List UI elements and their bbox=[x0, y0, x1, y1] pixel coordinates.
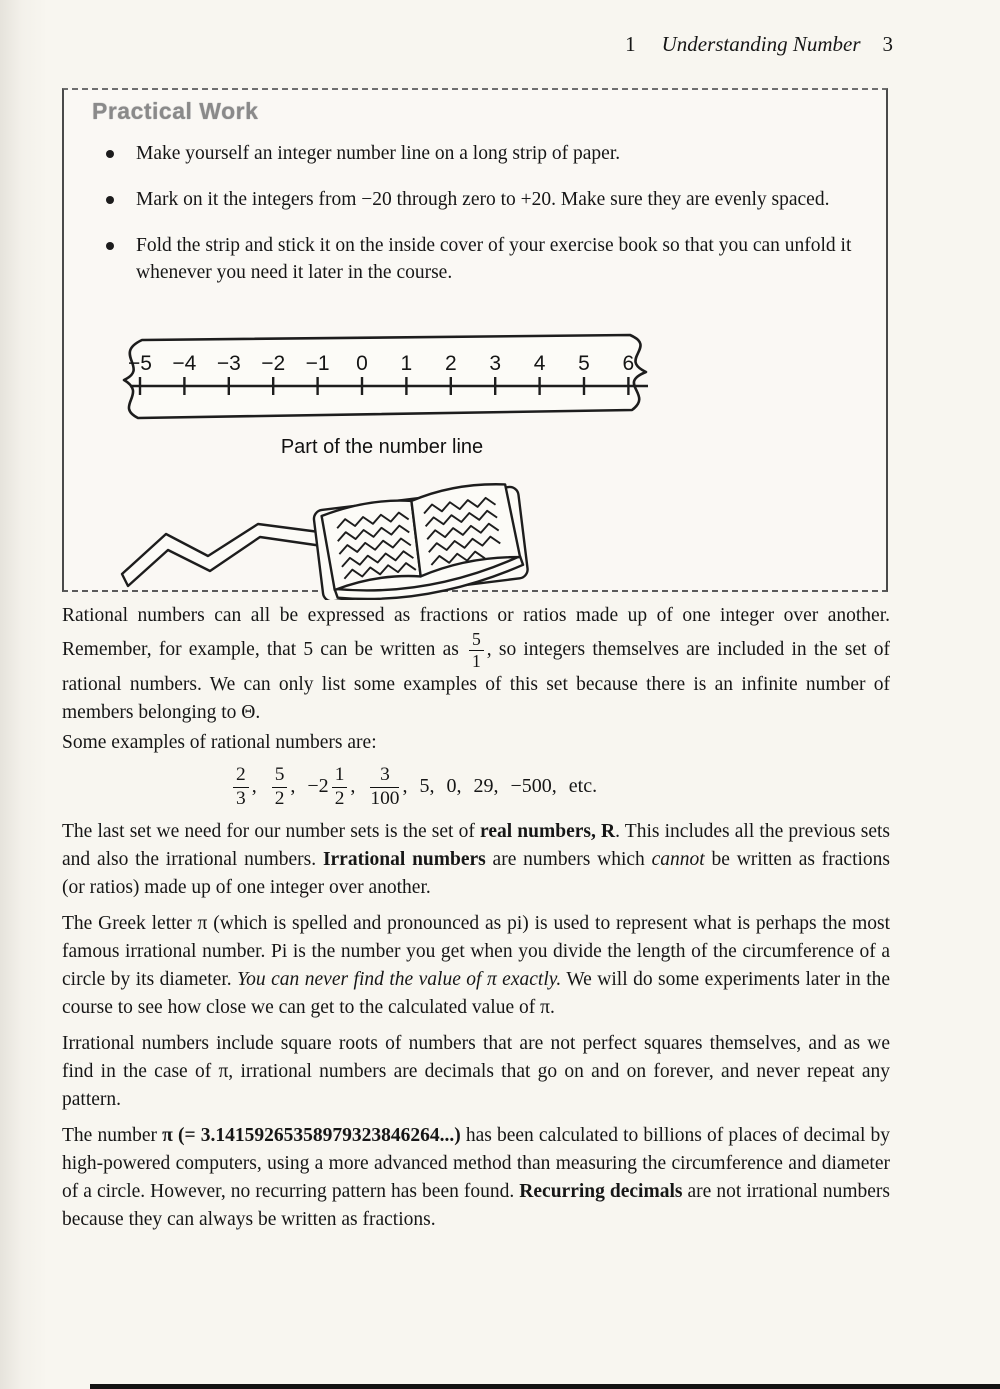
chapter-number: 1 bbox=[625, 32, 636, 56]
exercise-book-illustration bbox=[112, 474, 532, 600]
tick-label: −2 bbox=[261, 352, 286, 375]
tick-label: −1 bbox=[305, 352, 330, 375]
chapter-title: Understanding Number bbox=[661, 32, 861, 56]
paragraph-irrational-roots: Irrational numbers include square roots of numbers that are not perfect squares themselves, and as we find in the case of π, irrational numbers are decimals that go on and on forever, and never repeat any pattern. bbox=[62, 1032, 890, 1110]
number-line-strip bbox=[102, 328, 662, 428]
bullet-text: Fold the strip and stick it on the inside cover of your exercise book so that you can unfold it whenever you need it later in the course. bbox=[136, 235, 852, 283]
bullet-icon bbox=[106, 150, 114, 158]
rational-number-examples: $\frac{2}{3}$ , $\frac{5}{2}$ , −2 $\frac{1}{2}$ , $\frac{3}{100}$ , 5, 0, 29, −500, etc. bbox=[62, 765, 890, 810]
page-number: 3 bbox=[882, 32, 893, 56]
tick-label: 0 bbox=[356, 352, 368, 375]
paragraph-real-numbers: The last set we need for our number sets is the set of real numbers, R. This includes all the previous sets and also the irrational numbers. Irrational numbers are numbers which cannot be written as fractions (or ratios) made up of one integer over another. bbox=[62, 820, 891, 898]
fraction: $\frac{2}{3}$ bbox=[233, 765, 249, 810]
bullet-text: Make yourself an integer number line on a long strip of paper. bbox=[136, 143, 621, 164]
tick-label: 6 bbox=[622, 352, 635, 375]
list-item bbox=[104, 186, 860, 213]
list-item bbox=[104, 232, 860, 286]
practical-work-list bbox=[104, 140, 860, 305]
tick-label: −5 bbox=[128, 352, 152, 375]
tick-label: −3 bbox=[216, 352, 241, 375]
paragraph-pi-digits: The number π (= 3.14159265358979323846264...) has been calculated to billions of places of decimal by high-powered computers, using a more advanced method than measuring the circumference and diameter of a circle. However, no recurring pattern has been found. Recurring decimals are not irrational numbers because they can always be written as fractions. bbox=[62, 1124, 890, 1230]
tick-label: 5 bbox=[578, 352, 590, 375]
figure-caption: Part of the number line bbox=[280, 436, 484, 458]
fraction: $\frac{5}{2}$ bbox=[272, 765, 288, 810]
tick-label: 1 bbox=[400, 352, 413, 375]
list-item bbox=[104, 140, 860, 167]
tick-label: 3 bbox=[489, 352, 502, 375]
practical-work-box bbox=[62, 88, 888, 592]
bullet-icon bbox=[106, 196, 114, 204]
tick-label: −4 bbox=[172, 352, 197, 375]
paragraph-examples-intro: Some examples of rational numbers are: bbox=[62, 731, 377, 753]
fraction: $\frac{3}{100}$ bbox=[370, 763, 400, 809]
fraction: $\frac{1}{2}$ bbox=[332, 765, 348, 810]
bullet-icon bbox=[106, 242, 114, 250]
tick-label: 2 bbox=[444, 352, 457, 375]
number-line-figure bbox=[102, 328, 662, 459]
paragraph-rational-numbers: Rational numbers can all be expressed as fractions or ratios made up of one integer over another. Remember, for example, that 5 can be written as $\frac{5}{1}$ , so integers themselves are included in the set of rational numbers. We can only list some examples of this set because there is an infinite number of members belonging to Θ. bbox=[62, 605, 890, 723]
scan-edge-bar bbox=[90, 1384, 1000, 1389]
practical-work-title: Practical Work bbox=[92, 98, 259, 124]
fraction: $\frac{5}{1}$ bbox=[469, 630, 484, 671]
page-header bbox=[625, 32, 893, 57]
tick-label: 4 bbox=[533, 352, 546, 375]
torn-paper-strip bbox=[124, 335, 646, 418]
bullet-text: Mark on it the integers from −20 through zero to +20. Make sure they are evenly spaced. bbox=[136, 189, 830, 210]
paragraph-greek-letter-pi: The Greek letter π (which is spelled and pronounced as pi) is used to represent what is perhaps the most famous irrational number. Pi is the number you get when you divide the length of the circumference of a circle by its diameter. You can never find the value of π exactly. We will do some experiments later in the course to see how close we can get to the calculated value of π. bbox=[62, 912, 891, 1018]
exercise-book-icon bbox=[112, 474, 532, 600]
left-page bbox=[321, 498, 421, 591]
body-text bbox=[62, 602, 890, 1234]
